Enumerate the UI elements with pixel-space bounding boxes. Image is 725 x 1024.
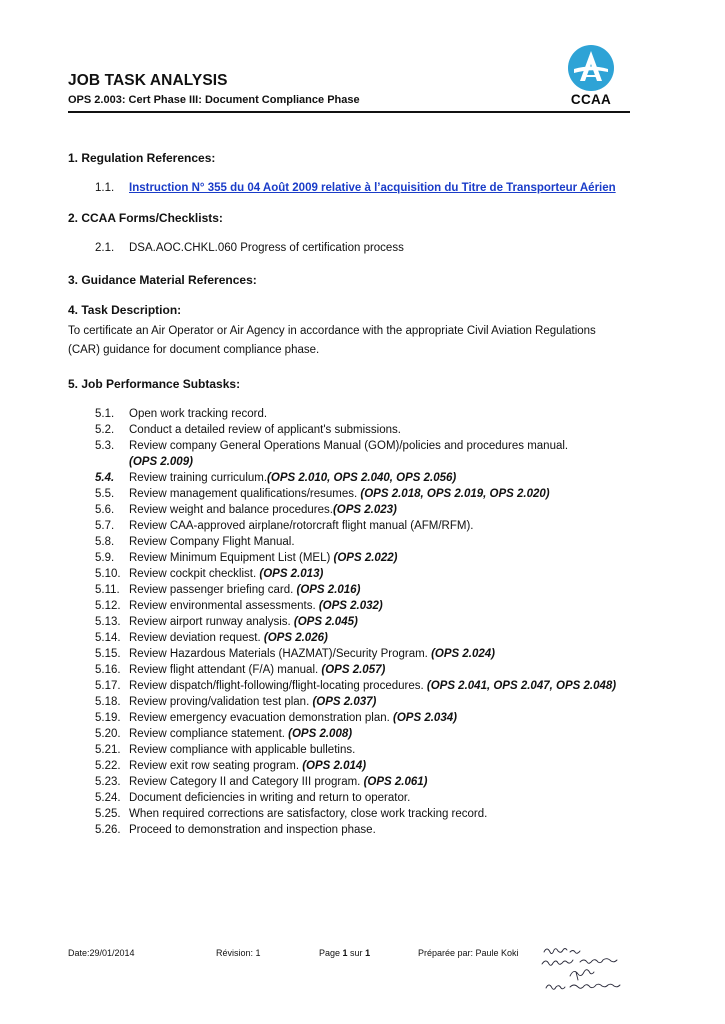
ops-reference: (OPS 2.023) — [332, 504, 397, 516]
ops-reference: (OPS 2.022) — [333, 552, 398, 564]
ops-reference: (OPS 2.016) — [296, 584, 361, 596]
ops-reference: (OPS 2.037) — [312, 696, 377, 708]
subtask-number: 5.10. — [95, 568, 121, 580]
ops-reference: (OPS 2.032) — [318, 600, 383, 612]
subtask-item — [95, 406, 648, 422]
subtask-number: 5.13. — [95, 616, 121, 628]
subtask-number: 5.4. — [95, 472, 115, 484]
ops-reference: (OPS 2.008) — [288, 728, 353, 740]
document-header — [68, 72, 628, 106]
subtask-item — [95, 694, 648, 710]
subsection-2-1 — [95, 240, 648, 256]
subtask-text: Open work tracking record. — [129, 408, 268, 420]
section-5-heading: 5. Job Performance Subtasks: — [68, 377, 241, 391]
ops-reference: (OPS 2.024) — [431, 648, 495, 660]
subsection-number: 1.1. — [95, 182, 115, 194]
subtask-text: Review environmental assessments. — [129, 600, 319, 612]
subtask-text: Review company General Operations Manual (GOM)/policies and procedures manual. — [129, 440, 569, 452]
subtask-item — [95, 710, 648, 726]
subtask-item — [95, 646, 648, 662]
subtask-item — [95, 550, 648, 566]
subtask-item — [95, 598, 648, 614]
subtask-item — [95, 534, 648, 550]
subtask-number: 5.12. — [95, 600, 121, 612]
subtask-number: 5.2. — [95, 424, 115, 436]
subtask-text: Review Category II and Category III program. — [129, 776, 364, 788]
task-description-line-2: (CAR) guidance for document compliance phase. — [68, 344, 320, 356]
subtask-text: Review airport runway analysis. — [129, 616, 294, 628]
regulation-link[interactable]: Instruction N° 355 du 04 Août 2009 relative à l’acquisition du Titre de Transporteur Aérien — [129, 182, 616, 194]
subtask-text: Review management qualifications/resumes. — [129, 488, 361, 500]
subsection-1-1 — [95, 180, 648, 196]
subtask-number: 5.26. — [95, 824, 121, 836]
subtask-text: Review training curriculum. — [129, 472, 268, 484]
subtask-number: 5.1. — [95, 408, 115, 420]
subtask-text: Review Hazardous Materials (HAZMAT)/Security Program. — [129, 648, 432, 660]
footer-page-total: 1 — [365, 948, 371, 958]
ops-reference: (OPS 2.026) — [263, 632, 328, 644]
page-subtitle: OPS 2.003: Cert Phase III: Document Compliance Phase — [68, 94, 360, 106]
subtask-text: Review compliance with applicable bulletins. — [129, 744, 356, 756]
subtask-number: 5.17. — [95, 680, 121, 692]
subtask-item — [95, 630, 648, 646]
subtask-text: Review emergency evacuation demonstration plan. — [129, 712, 394, 724]
checklist-reference: DSA.AOC.CHKL.060 Progress of certification process — [129, 242, 404, 254]
section-2-heading: 2. CCAA Forms/Checklists: — [68, 211, 223, 225]
subtask-text: Review flight attendant (F/A) manual. — [129, 664, 322, 676]
subtask-text: Review exit row seating program. — [129, 760, 303, 772]
subtask-item — [95, 678, 648, 694]
subtask-text: Review Minimum Equipment List (MEL) — [129, 552, 334, 564]
task-description-line-1: To certificate an Air Operator or Air Agency in accordance with the appropriate Civil Aviation Regulations — [68, 325, 596, 337]
subtask-item — [95, 582, 648, 598]
subtask-item — [95, 470, 648, 486]
subtask-text: Conduct a detailed review of applicant's submissions. — [129, 424, 401, 436]
subtask-item — [95, 614, 648, 630]
subtask-item — [95, 726, 648, 742]
ops-reference: (OPS 2.009) — [129, 456, 193, 468]
subtask-number: 5.9. — [95, 552, 115, 564]
subtask-number: 5.7. — [95, 520, 115, 532]
subtask-number: 5.18. — [95, 696, 121, 708]
ops-reference: (OPS 2.018, OPS 2.019, OPS 2.020) — [360, 488, 550, 500]
subtask-item — [95, 486, 648, 502]
subtask-number: 5.6. — [95, 504, 115, 516]
footer-date: Date:29/01/2014 — [68, 948, 135, 958]
subtask-number: 5.19. — [95, 712, 121, 724]
subtask-number: 5.16. — [95, 664, 121, 676]
subtask-item — [95, 566, 648, 582]
footer-page: Page 1 sur 1 — [319, 948, 371, 958]
ops-reference: (OPS 2.041, OPS 2.047, OPS 2.048) — [426, 680, 617, 692]
subtask-item — [95, 422, 648, 438]
ops-reference: (OPS 2.010, OPS 2.040, OPS 2.056) — [267, 472, 457, 484]
subtask-item — [95, 502, 648, 518]
subtask-text: Review passenger briefing card. — [129, 584, 297, 596]
section-3-heading: 3. Guidance Material References: — [68, 273, 257, 287]
section-4-heading: 4. Task Description: — [68, 303, 182, 317]
subtask-text: Review Company Flight Manual. — [129, 536, 295, 548]
subtask-text: Review proving/validation test plan. — [129, 696, 313, 708]
subtask-number: 5.23. — [95, 776, 121, 788]
subtask-text: Review deviation request. — [129, 632, 264, 644]
subtask-text: Review dispatch/flight-following/flight-locating procedures. — [129, 680, 427, 692]
footer-page-number: 1 — [342, 948, 348, 958]
subtask-number: 5.15. — [95, 648, 121, 660]
page-title: JOB TASK ANALYSIS — [68, 72, 228, 89]
subtask-item — [95, 662, 648, 678]
subtask-item — [95, 774, 648, 790]
subtask-number: 5.25. — [95, 808, 121, 820]
subtask-number: 5.20. — [95, 728, 121, 740]
subtask-text: Review compliance statement. — [129, 728, 289, 740]
aircraft-emblem-icon — [562, 44, 620, 92]
ops-reference: (OPS 2.014) — [302, 760, 367, 772]
subtask-number: 5.21. — [95, 744, 121, 756]
subsection-number: 2.1. — [95, 242, 115, 254]
subtask-number: 5.22. — [95, 760, 121, 772]
ops-reference: (OPS 2.045) — [293, 616, 358, 628]
subtask-number: 5.3. — [95, 440, 115, 452]
subtask-text: Review weight and balance procedures. — [129, 504, 333, 516]
subtask-item — [95, 790, 648, 806]
subtask-number: 5.5. — [95, 488, 115, 500]
subtask-text: Proceed to demonstration and inspection phase. — [129, 824, 376, 836]
subtask-number: 5.24. — [95, 792, 121, 804]
handwritten-signature — [540, 942, 658, 998]
task-description — [68, 322, 648, 360]
subtask-item — [95, 822, 648, 838]
header-divider — [68, 111, 630, 113]
subtask-item — [95, 742, 648, 758]
subtask-number: 5.11. — [95, 584, 120, 596]
subtask-item — [95, 518, 648, 534]
subtask-text: Document deficiencies in writing and return to operator. — [129, 792, 411, 804]
document-body — [68, 150, 648, 838]
subtask-text: When required corrections are satisfactory, close work tracking record. — [129, 808, 488, 820]
ops-reference: (OPS 2.013) — [259, 568, 324, 580]
logo-text: CCAA — [570, 92, 612, 107]
subtask-list — [68, 406, 648, 838]
subtask-number: 5.14. — [95, 632, 121, 644]
subtask-text: Review CAA-approved airplane/rotorcraft flight manual (AFM/RFM). — [129, 520, 474, 532]
ops-reference: (OPS 2.034) — [393, 712, 457, 724]
footer-prepared-by: Préparée par: Paule Koki — [418, 948, 519, 958]
subtask-text: Review cockpit checklist. — [129, 568, 260, 580]
ops-reference: (OPS 2.057) — [321, 664, 386, 676]
section-1-heading: 1. Regulation References: — [68, 151, 216, 165]
subtask-item — [95, 758, 648, 774]
ccaa-logo — [562, 44, 620, 108]
subtask-item — [95, 806, 648, 822]
subtask-item — [95, 438, 648, 470]
ops-reference: (OPS 2.061) — [363, 776, 428, 788]
subtask-number: 5.8. — [95, 536, 115, 548]
footer-revision: Révision: 1 — [216, 948, 261, 958]
